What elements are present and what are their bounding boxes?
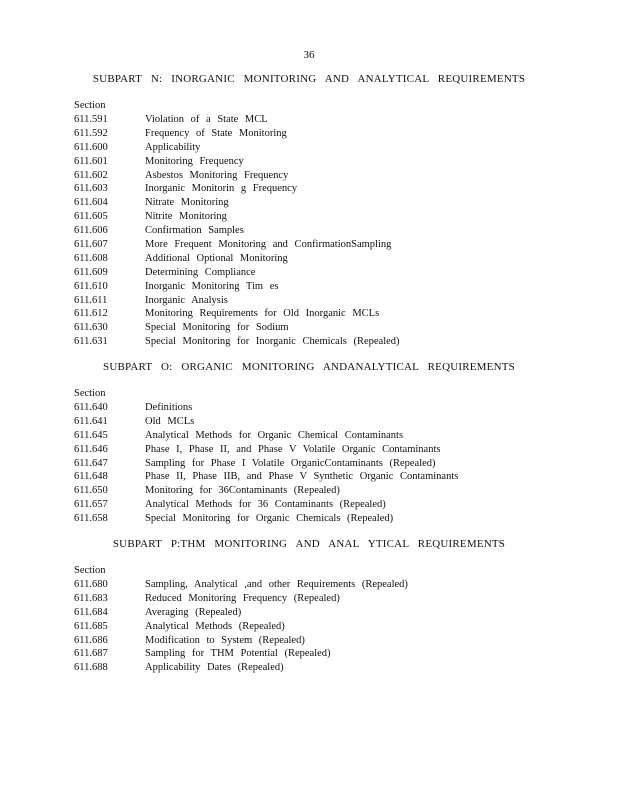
section-number: 611.650 [74,485,108,497]
section-row [74,457,458,471]
section-title: Monitoring for 36Contaminants (Repealed) [145,485,340,497]
section-row [74,634,408,648]
section-row [74,210,400,224]
section-number: 611.631 [74,336,108,348]
section-title: Old MCLs [145,415,195,427]
section-title: Analytical Methods for 36 Contaminants (Repealed) [145,499,386,511]
section-row [74,280,400,294]
section-title: Additional Optional Monitoring [145,252,288,264]
section-title: Nitrite Monitoring [145,211,227,223]
section-title: Determining Compliance [145,266,256,278]
section-title: Phase II, Phase IIB, and Phase V Synthetic Organic Contaminants [145,471,459,483]
section-title: Sampling, Analytical ,and other Requirements (Repealed) [145,579,408,590]
section-title: Frequency of State Monitoring [145,127,287,139]
section-number: 611.645 [74,429,108,441]
section-title: Special Monitoring for Sodium [145,322,289,334]
section-title: Applicability Dates (Repealed) [145,662,284,674]
section-row [74,335,400,349]
section-number: 611.647 [74,457,108,469]
section-row [74,512,458,526]
section-row [74,606,408,620]
section-number: 611.611 [74,294,108,306]
section-number: 611.630 [74,322,108,334]
section-number: 611.607 [74,239,108,251]
subpart-o-section-list [74,387,458,526]
section-row [74,224,400,238]
section-title: Monitoring Frequency [145,155,244,167]
section-label: Section [74,388,106,399]
section-number: 611.685 [74,620,108,632]
section-row [74,196,400,210]
section-title: Sampling for THM Potential (Repealed) [145,648,331,660]
section-row [74,294,400,308]
section-title: Special Monitoring for Inorganic Chemicals (Repealed) [145,336,400,348]
section-number: 611.683 [74,592,108,604]
section-row [74,321,400,335]
section-title: Inorganic Monitorin g Frequency [145,183,298,195]
section-number: 611.592 [74,127,108,139]
section-row [74,127,400,141]
section-title: Reduced Monitoring Frequency (Repealed) [145,592,340,604]
section-number: 611.658 [74,513,108,525]
section-row [74,647,408,661]
section-number: 611.640 [74,402,108,413]
section-title: Sampling for Phase I Volatile OrganicContaminants (Repealed) [145,457,436,469]
section-title: Violation of a State MCL [145,114,268,125]
section-row [74,592,408,606]
section-title: Modification to System (Repealed) [145,634,305,646]
section-title: Asbestos Monitoring Frequency [145,169,289,181]
section-title: Averaging (Repealed) [145,606,242,618]
section-row [74,470,458,484]
section-label: Section [74,565,106,576]
section-number: 611.603 [74,183,108,195]
section-number: 611.605 [74,211,108,223]
section-number: 611.646 [74,443,108,455]
section-row [74,484,458,498]
section-number: 611.612 [74,308,108,320]
section-row [74,182,400,196]
section-number: 611.657 [74,499,108,511]
subpart-n-section-list [74,99,400,349]
section-number: 611.600 [74,141,108,153]
section-title: Applicability [145,141,201,153]
section-label: Section [74,100,106,111]
section-number: 611.648 [74,471,108,483]
section-number: 611.602 [74,169,108,181]
subpart-o-heading: SUBPART O: ORGANIC MONITORING ANDANALYTICAL REQUIREMENTS [103,361,515,373]
section-number: 611.641 [74,415,108,427]
section-title: Phase I, Phase II, and Phase V Volatile Organic Contaminants [145,443,441,455]
section-row [74,661,408,675]
section-row [74,498,458,512]
subpart-p-heading: SUBPART P:THM MONITORING AND ANAL YTICAL REQUIREMENTS [112,538,506,550]
section-number: 611.609 [74,266,108,278]
section-row [74,141,400,155]
section-title: Analytical Methods for Organic Chemical Contaminants [145,429,404,441]
section-number: 611.604 [74,197,108,209]
section-number: 611.601 [74,155,108,167]
subpart-p-section-list [74,564,408,675]
section-title: Analytical Methods (Repealed) [145,620,285,632]
section-row [74,307,400,321]
section-number: 611.688 [74,662,108,674]
section-row [74,401,458,415]
section-row [74,155,400,169]
section-number: 611.591 [74,114,108,125]
section-row [74,169,400,183]
section-title: Special Monitoring for Organic Chemicals (Repealed) [145,513,394,525]
section-title: Confirmation Samples [145,225,244,237]
section-number: 611.610 [74,280,108,292]
section-row [74,266,400,280]
section-row [74,443,458,457]
section-number: 611.680 [74,579,108,590]
section-title: More Frequent Monitoring and ConfirmationSampling [145,239,392,251]
section-row [74,113,400,127]
section-title: Inorganic Monitoring Tim es [145,280,279,292]
section-number: 611.684 [74,606,108,618]
section-row [74,415,458,429]
section-row [74,252,400,266]
section-title: Definitions [145,402,193,413]
page-number: 36 [303,49,315,61]
section-row [74,578,408,592]
section-row [74,238,400,252]
section-number: 611.608 [74,252,108,264]
section-number: 611.606 [74,225,108,237]
section-number: 611.687 [74,648,108,660]
section-row [74,620,408,634]
section-row [74,429,458,443]
subpart-n-heading: SUBPART N: INORGANIC MONITORING AND ANALYTICAL REQUIREMENTS [92,73,526,85]
section-title: Nitrate Monitoring [145,197,229,209]
section-title: Inorganic Analysis [145,294,228,306]
section-number: 611.686 [74,634,108,646]
section-title: Monitoring Requirements for Old Inorganic MCLs [145,308,380,320]
